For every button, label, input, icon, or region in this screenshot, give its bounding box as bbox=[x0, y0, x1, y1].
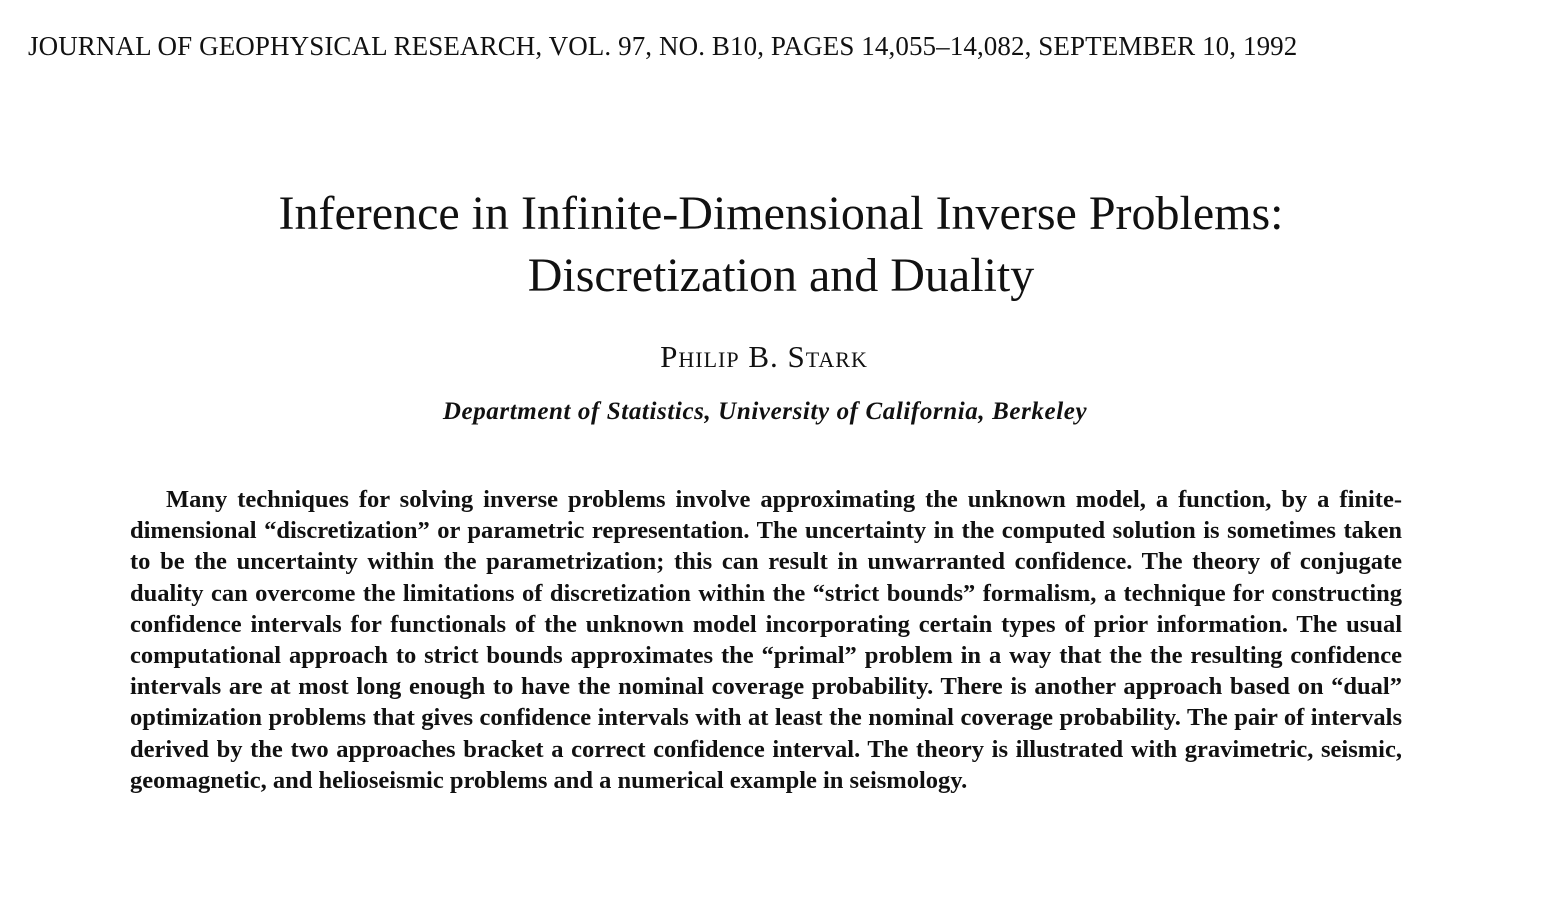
author-name: Philip B. Stark bbox=[660, 339, 868, 374]
paper-title bbox=[0, 183, 1562, 307]
title-line-1: Inference in Infinite-Dimensional Inverse Problems: bbox=[278, 187, 1284, 240]
abstract-text: Many techniques for solving inverse problems involve approximating the unknown model, a function, by a finite-dimensional “discretization” or parametric representation. The uncertainty in the computed solution is sometimes taken to be the uncertainty within the parametrization; this can result in unwarranted confidence. The theory of conjugate duality can overcome the limitations of discretization within the “strict bounds” formalism, a technique for constructing confidence intervals for functionals of the unknown model incorporating certain types of prior information. The usual computational approach to strict bounds approximates the “primal” problem in a way that the the resulting confidence intervals are at most long enough to have the nominal coverage probability. There is another approach based on “dual” optimization problems that gives confidence intervals with at least the nominal coverage probability. The pair of intervals derived by the two approaches bracket a correct confidence interval. The theory is illustrated with gravimetric, seismic, geomagnetic, and helioseismic problems and a numerical example in seismology. bbox=[130, 486, 1402, 794]
title-line-2: Discretization and Duality bbox=[527, 249, 1035, 302]
author-affiliation: Department of Statistics, University of California, Berkeley bbox=[442, 398, 1088, 425]
journal-header: JOURNAL OF GEOPHYSICAL RESEARCH, VOL. 97, NO. B10, PAGES 14,055–14,082, SEPTEMBER 10, 1992 bbox=[28, 31, 1298, 61]
